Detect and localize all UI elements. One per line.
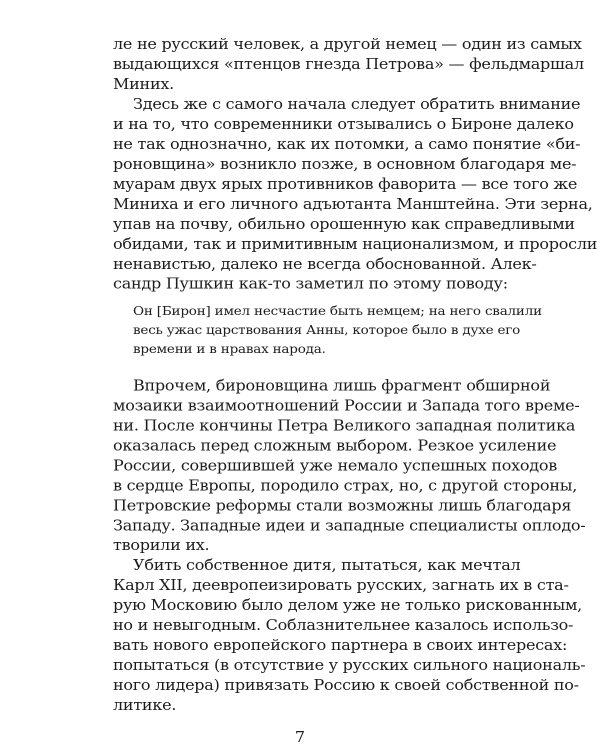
text-line: России, совершившей уже немало успешных походов (113, 456, 558, 474)
text-line: мозаики взаимоотношений России и Запада того време- (113, 396, 580, 415)
text-line: Здесь же с самого начала следует обратить внимание (133, 95, 581, 113)
text-line: не так однозначно, как их потомки, а само понятие «би- (113, 135, 581, 153)
text-line: ного лидера) привязать Россию к своей собственной по- (113, 676, 579, 694)
text-line: ни. После кончины Петра Великого западная политика (113, 416, 576, 435)
text-line: Миних. (113, 75, 174, 93)
text-line: Карл XII, деевропеизировать русских, загнать их в ста- (113, 576, 569, 594)
text-line: оказалась перед сложным выбором. Резкое усиление (113, 436, 557, 454)
text-line: сандр Пушкин как-то заметил по этому поводу: (113, 275, 508, 293)
text-line: роновщина» возникло позже, в основном благодаря ме- (113, 155, 577, 173)
quote-line: весь ужас царствования Анны, которое было в духе его (133, 323, 521, 338)
text-line: Миниха и его личного адъютанта Манштейна. Эти зерна, (113, 195, 593, 213)
text-line: и на то, что современники отзывались о Бироне далеко (113, 115, 574, 133)
text-line: попытаться (в отсутствие у русских сильного националь- (113, 656, 586, 674)
text-line: Западу. Западные идеи и западные специалисты оплодо- (113, 516, 586, 534)
text-line: обидами, так и примитивным национализмом, и проросли (113, 235, 598, 253)
text-line: Убить собственное дитя, пытаться, как мечтал (133, 556, 521, 574)
text-line: вать нового европейского партнера в своих интересах: (113, 636, 568, 654)
quote-line: времени и в нравах народа. (133, 342, 326, 357)
text-line: ненавистью, далеко не всегда обоснованной. Алек- (113, 255, 537, 273)
text-line: Впрочем, бироновщина лишь фрагмент обширной (133, 376, 551, 395)
text-line: ле не русский человек, а другой немец — один из самых (113, 35, 582, 53)
text-line: выдающихся «птенцов гнезда Петрова» — фельдмаршал (113, 55, 584, 73)
quote-line: Он [Бирон] имел несчастие быть немцем; на него свалили (133, 304, 542, 319)
text-line: литике. (113, 696, 177, 714)
text-line: но и невыгодным. Соблазнительнее казалось использо- (113, 616, 574, 634)
text-line: Петровские реформы стали возможны лишь благодаря (113, 496, 572, 514)
page-number: 7 (294, 728, 306, 746)
text-line: творили их. (113, 536, 210, 554)
text-line: в сердце Европы, породило страх, но, с другой стороны, (113, 476, 578, 494)
text-line: рую Московию было делом уже не только рискованным, (113, 596, 582, 614)
text-line: муарам двух ярых противников фаворита — все того же (113, 175, 578, 193)
text-line: упав на почву, обильно орошенную как справедливыми (113, 215, 575, 233)
